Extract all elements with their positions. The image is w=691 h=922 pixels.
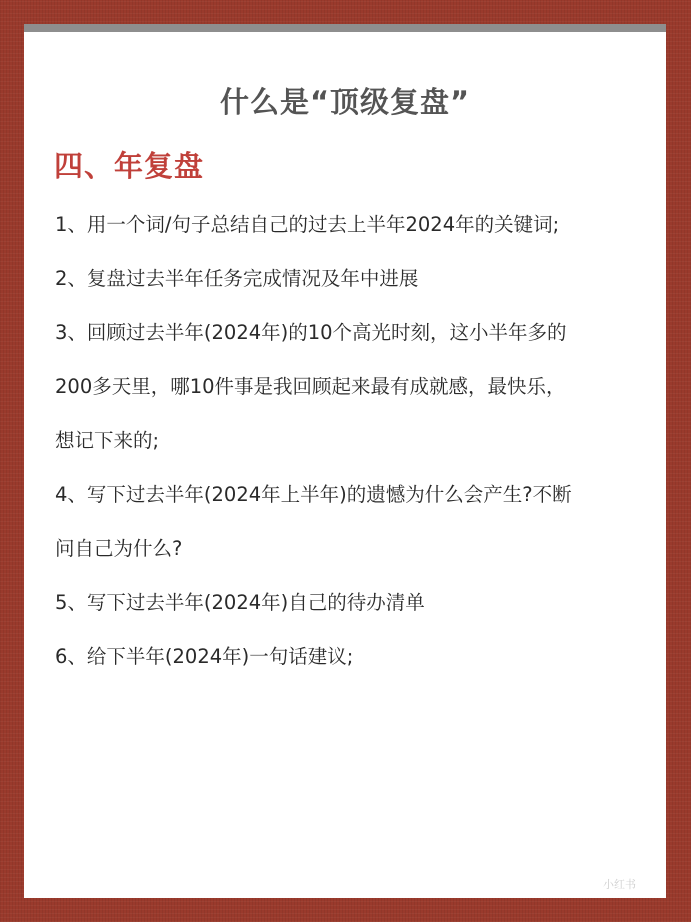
list-item-5: 5、写下过去半年(2024年)自己的待办清单 [55,591,425,614]
list-item-1: 1、用一个词/句子总结自己的过去上半年2024年的关键词; [55,213,560,236]
document-page [24,24,666,898]
list-item-4-line-1: 4、写下过去半年(2024年上半年)的遗憾为什么会产生?不断 [55,483,572,506]
list-item-3-line-1: 3、回顾过去半年(2024年)的10个高光时刻，这小半年多的 [55,321,567,344]
top-strip [24,24,666,32]
watermark: 小红书 [603,878,636,891]
page-title: 什么是“顶级复盘” [219,85,471,119]
list-item-3-line-3: 想记下来的; [55,429,160,452]
list-item-4-line-2: 问自己为什么? [55,537,183,560]
list-item-2: 2、复盘过去半年任务完成情况及年中进展 [55,267,419,290]
section-heading: 四、年复盘 [54,149,205,183]
list-item-3-line-2: 200多天里，哪10件事是我回顾起来最有成就感，最快乐， [55,375,566,398]
list-item-6: 6、给下半年(2024年)一句话建议; [55,645,354,668]
